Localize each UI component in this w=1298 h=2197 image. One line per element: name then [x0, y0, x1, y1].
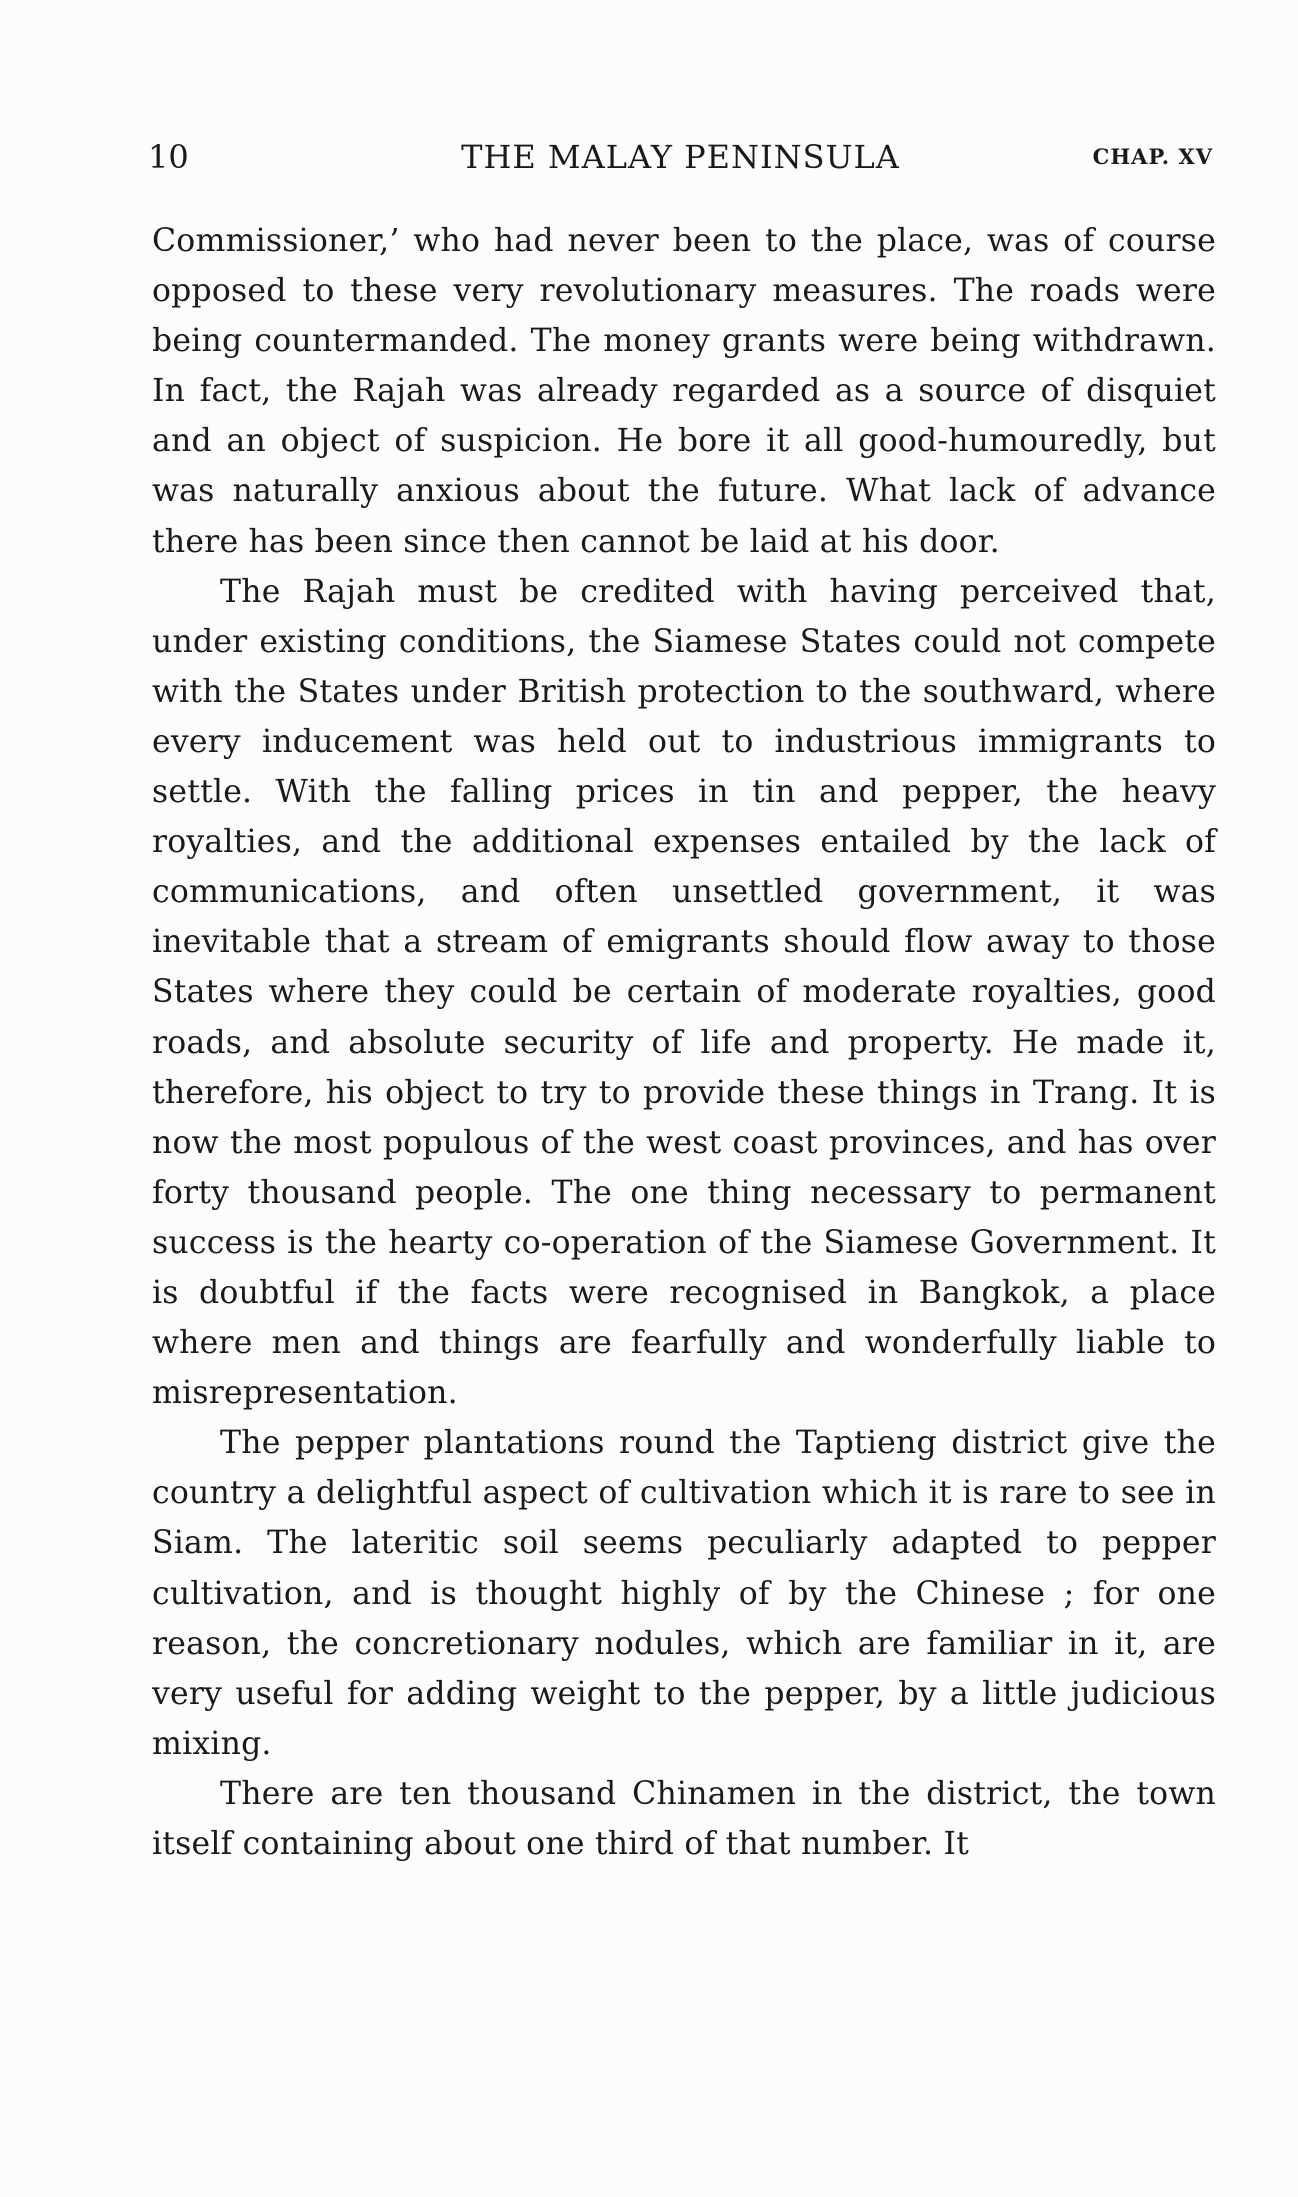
body-text: [152, 216, 1216, 1869]
paragraph-2: The Rajah must be credited with having perceived that, under existing conditions, the Siamese States could not compete with the States under British protection to the southward, where every inducement was held out to industrious immigrants to settle. With the falling prices in tin and pepper, the heavy royalties, and the additional expenses entailed by the lack of communications, and often unsettled government, it was inevitable that a stream of emigrants should flow away to those States where they could be certain of moderate royalties, good roads, and absolute security of life and property. He made it, therefore, his object to try to provide these things in Trang. It is now the most populous of the west coast provinces, and has over forty thousand people. The one thing necessary to permanent success is the hearty co-operation of the Siamese Government. It is doubtful if the facts were recognised in Bangkok, a place where men and things are fearfully and wonderfully liable to misrepresentation.: [152, 573, 1216, 1412]
book-title: THE MALAY PENINSULA: [461, 138, 900, 176]
running-head: [148, 132, 1213, 182]
chapter-label: CHAP. XV: [1092, 144, 1213, 169]
paragraph-4: There are ten thousand Chinamen in the district, the town itself containing about one third of that number. It: [152, 1775, 1216, 1862]
page-number: 10: [148, 138, 189, 176]
paragraph-1: Commissioner,’ who had never been to the place, was of course opposed to these very revolutionary measures. The roads were being countermanded. The money grants were being withdrawn. In fact, the Rajah was already regarded as a source of disquiet and an object of suspicion. He bore it all good-humouredly, but was naturally anxious about the future. What lack of advance there has been since then cannot be laid at his door.: [152, 223, 1216, 560]
paragraph-3: The pepper plantations round the Taptieng district give the country a delightful aspect of cultivation which it is rare to see in Siam. The lateritic soil seems peculiarly adapted to pepper cultivation, and is thought highly of by the Chinese ; for one reason, the concretionary nodules, which are familiar in it, are very useful for adding weight to the pepper, by a little judicious mixing.: [152, 1425, 1216, 1762]
